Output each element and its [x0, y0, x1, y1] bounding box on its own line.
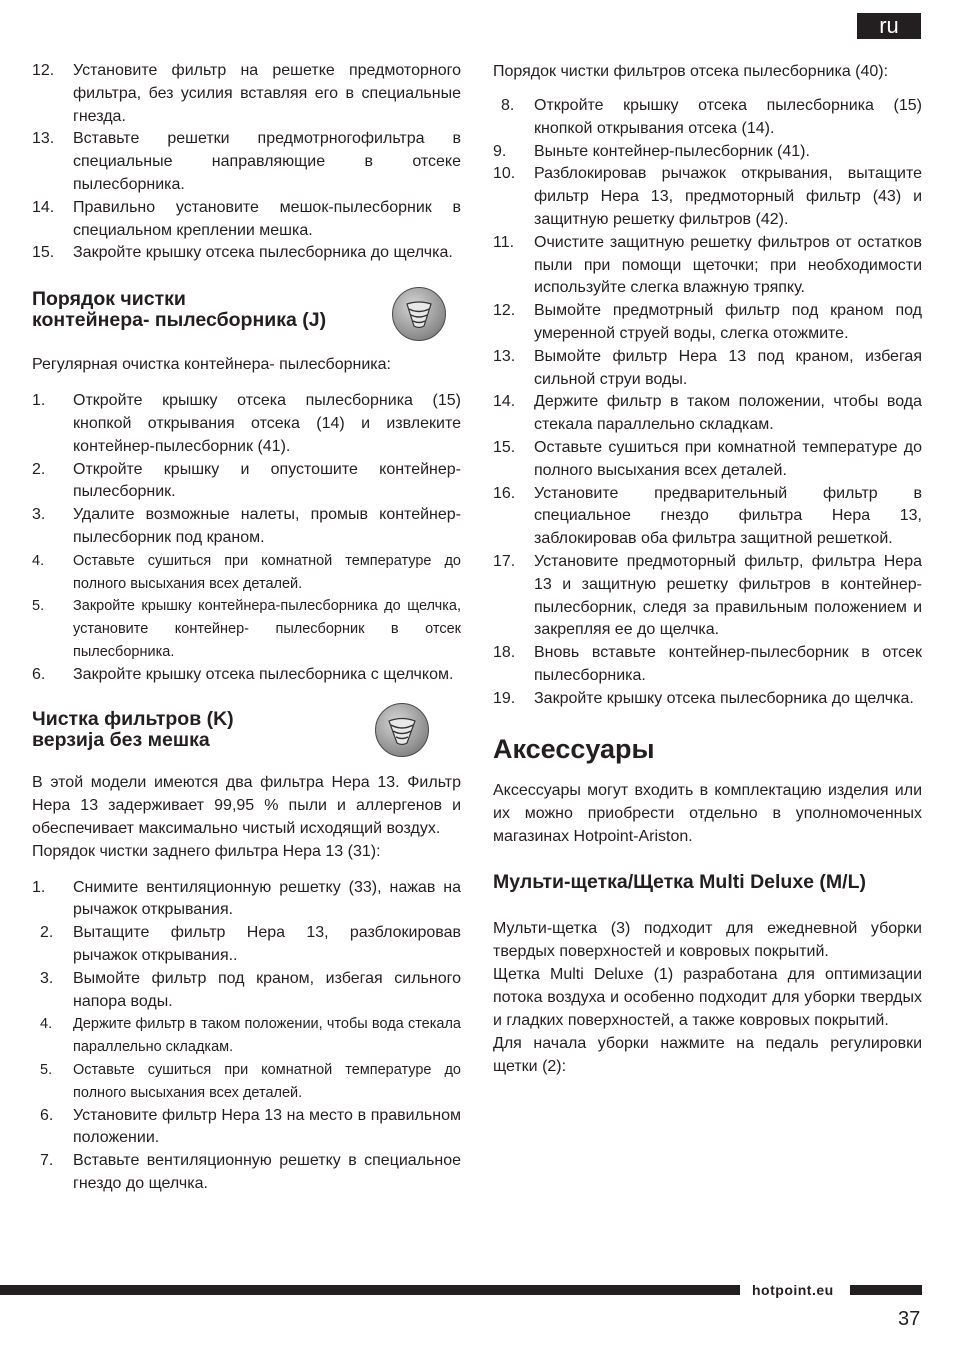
left-column: [32, 60, 461, 1196]
list-item: [32, 595, 461, 663]
item-number: 12.: [493, 302, 516, 320]
item-number: 13.: [493, 347, 516, 365]
item-text: Закройте крышку контейнера-пылесборника до щелчка, установите контейнер- пылесборник в отсек пылесборника.: [73, 598, 461, 660]
section-j-title-line2: контейнера- пылесборника (J): [32, 309, 327, 332]
item-text: Вымойте предмотрный фильтр под краном под умеренной струей воды, слегка отожмите.: [534, 302, 922, 342]
list-item: [32, 459, 461, 505]
item-number: 2.: [32, 460, 46, 478]
item-text: Оставьте сушиться при комнатной температуре до полного высыхания всех деталей.: [73, 1061, 461, 1101]
item-number: 14.: [32, 198, 55, 216]
list-item: [32, 60, 461, 128]
item-number: 15.: [493, 438, 516, 456]
item-text: Установите предварительный фильтр в специальное гнездо фильтра Hepa 13, заблокировав оба фильтра защитной решеткой.: [534, 484, 922, 548]
list-item: [32, 922, 461, 968]
item-number: 4.: [32, 552, 45, 569]
item-number: 7.: [40, 1152, 54, 1170]
item-text: Держите фильтр в таком положении, чтобы вода стекала параллельно складкам.: [73, 1016, 461, 1056]
list-item: [32, 1013, 461, 1059]
list-item: [32, 128, 461, 196]
brand-link[interactable]: hotpoint.eu: [752, 1282, 834, 1298]
list-item: [32, 1059, 461, 1105]
item-text: Откройте крышку отсека пылесборника (15) кнопкой открывания отсека (14) и извлеките контейнер-пылесборник (41).: [73, 392, 461, 455]
list-item: [493, 391, 922, 437]
list-item: [32, 664, 461, 687]
list-item: [32, 1105, 461, 1151]
list-item: [32, 504, 461, 550]
item-text: Удалите возможные налеты, промыв контейнер-пылесборник под краном.: [73, 506, 461, 546]
item-number: 10.: [493, 165, 516, 183]
left-top-list: [32, 60, 461, 265]
list-item: [493, 300, 922, 346]
item-number: 1.: [32, 878, 46, 896]
item-text: Оставьте сушиться при комнатной температуре до полного высыхания всех деталей.: [73, 552, 461, 592]
brush-paragraph-1: Мульти-щетка (3) подходит для ежедневной уборки твердых поверхностей и ковровых покрытий.: [493, 919, 922, 960]
section-k-title-line2: верзија без мешка: [32, 728, 210, 751]
list-item: [493, 141, 922, 164]
list-item: [32, 877, 461, 923]
list-item: [493, 437, 922, 483]
item-text: Вновь вставьте контейнер-пылесборник в отсек пылесборника.: [534, 644, 922, 684]
section-k-intro-2: Порядок чистки заднего фильтра Hepa 13 (31):: [32, 842, 381, 860]
item-text: Оставьте сушиться при комнатной температуре до полного высыхания всех деталей.: [534, 438, 922, 479]
list-item: [493, 688, 922, 711]
list-item: [493, 642, 922, 688]
accessories-text: Аксессуары могут входить в комплектацию изделия или их можно приобрести отдельно в уполномоченных магазинах Hotpoint-Ariston.: [493, 781, 922, 845]
footer-bar-right: [850, 1285, 922, 1295]
brush-title: Мульти-щетка/Щетка Multi Deluxe (M/L): [493, 870, 866, 893]
list-item: [493, 95, 922, 141]
footer-bar-left: [0, 1285, 740, 1295]
section-k-header: [32, 709, 461, 751]
item-text: Снимите вентиляционную решетку (33), нажав на рычажок открывания.: [73, 878, 461, 919]
list-item: [32, 242, 461, 265]
list-item: [32, 968, 461, 1014]
item-text: Выньте контейнер-пылесборник (41).: [534, 142, 810, 160]
item-number: 16.: [493, 484, 516, 502]
section-j-title-line1: Порядок чистки: [32, 288, 186, 311]
item-text: Установите предмоторный фильтр, фильтра Hepa 13 и защитную решетку фильтров в контейнер- пылесборник, следя за правильным положением и закрепляя ее до щелчка.: [534, 552, 922, 639]
list-item: [493, 232, 922, 300]
brush-paragraph-3: Для начала уборки нажмите на педаль регулировки щетки (2):: [493, 1034, 922, 1075]
item-text: Разблокировав рычажок открывания, вытащите фильтр Hepa 13, предмоторный фильтр (43) и защитную решетку фильтров (42).: [534, 165, 922, 228]
item-text: Закройте крышку отсека пылесборника до щелчка.: [73, 244, 453, 262]
list-item: [32, 390, 461, 458]
page-number: 37: [898, 1308, 921, 1330]
list-item: [493, 551, 922, 642]
right-column: [493, 60, 922, 1078]
item-number: 13.: [32, 130, 55, 148]
item-number: 15.: [32, 244, 55, 262]
item-number: 11.: [493, 233, 515, 251]
item-number: 8.: [501, 97, 515, 114]
filter-cleaning-icon: [375, 703, 429, 757]
item-number: 1.: [32, 392, 46, 410]
item-text: Держите фильтр в таком положении, чтобы вода стекала параллельно складкам.: [534, 393, 922, 434]
item-number: 2.: [40, 924, 54, 942]
filters-intro: Порядок чистки фильтров отсека пылесборника (40):: [493, 63, 889, 80]
language-badge: ru: [857, 13, 921, 39]
section-k-title-line1: Чистка фильтров (K): [32, 707, 234, 730]
item-text: Установите фильтр Hepa 13 на место в правильном положении.: [73, 1106, 461, 1147]
section-j-list: [32, 390, 461, 686]
item-number: 9.: [493, 142, 507, 160]
item-number: 19.: [493, 689, 516, 707]
item-text: Вымойте фильтр Hepa 13 под краном, избегая сильной струи воды.: [534, 347, 922, 388]
list-item: [493, 483, 922, 551]
item-text: Закройте крышку отсека пылесборника до щелчка.: [534, 689, 914, 707]
item-text: Правильно установите мешок-пылесборник в специальном креплении мешка.: [73, 198, 461, 239]
item-number: 17.: [493, 552, 516, 570]
item-number: 6.: [32, 665, 46, 683]
list-item: [493, 346, 922, 392]
item-text: Вставьте вентиляционную решетку в специальное гнездо до щелчка.: [73, 1152, 461, 1192]
item-number: 12.: [32, 62, 55, 79]
item-number: 3.: [32, 506, 46, 524]
list-item: [32, 197, 461, 243]
item-text: Вымойте фильтр под краном, избегая сильного напора воды.: [73, 969, 461, 1010]
list-item: [32, 1150, 461, 1196]
item-text: Закройте крышку отсека пылесборника с щелчком.: [73, 665, 454, 683]
item-text: Очистите защитную решетку фильтров от остатков пыли при помощи щеточки; при необходимости используйте слегка влажную тряпку.: [534, 233, 922, 297]
item-number: 3.: [40, 969, 54, 987]
item-number: 18.: [493, 644, 516, 662]
item-text: Откройте крышку отсека пылесборника (15) кнопкой открывания отсека (14).: [534, 97, 922, 137]
item-text: Откройте крышку и опустошите контейнер-пылесборник.: [73, 460, 461, 501]
item-text: Вытащите фильтр Hepa 13, разблокировав рычажок открывания..: [73, 924, 461, 964]
section-k-intro: В этой модели имеются два фильтра Hepa 13. Фильтр Hepa 13 задерживает 99,95 % пыли и аллергенов и обеспечивает максимально чистый исходящий воздух.: [32, 773, 461, 837]
container-cleaning-icon: [392, 287, 446, 341]
item-number: 6.: [40, 1106, 54, 1124]
section-k-list: [32, 877, 461, 1196]
item-text: Установите фильтр на решетке предмоторного фильтра, без усилия вставляя его в специальные гнезда.: [73, 62, 461, 125]
section-j-intro: Регулярная очистка контейнера- пылесборника:: [32, 356, 391, 374]
item-number: 14.: [493, 393, 516, 411]
filters-list: [493, 95, 922, 711]
item-number: 4.: [40, 1016, 53, 1033]
item-text: Вставьте решетки предмотрногофильтра в специальные направляющие в отсеке пылесборника.: [73, 130, 461, 193]
accessories-title: Аксессуары: [493, 733, 655, 764]
item-number: 5.: [40, 1061, 53, 1078]
section-j-header: [32, 289, 461, 331]
brush-paragraph-2: Щетка Multi Deluxe (1) разработана для оптимизации потока воздуха и особенно подходит для уборки твердых и гладких поверхностей, а также ковровых покрытий.: [493, 965, 922, 1029]
item-number: 5.: [32, 598, 45, 615]
list-item: [493, 163, 922, 231]
list-item: [32, 550, 461, 596]
